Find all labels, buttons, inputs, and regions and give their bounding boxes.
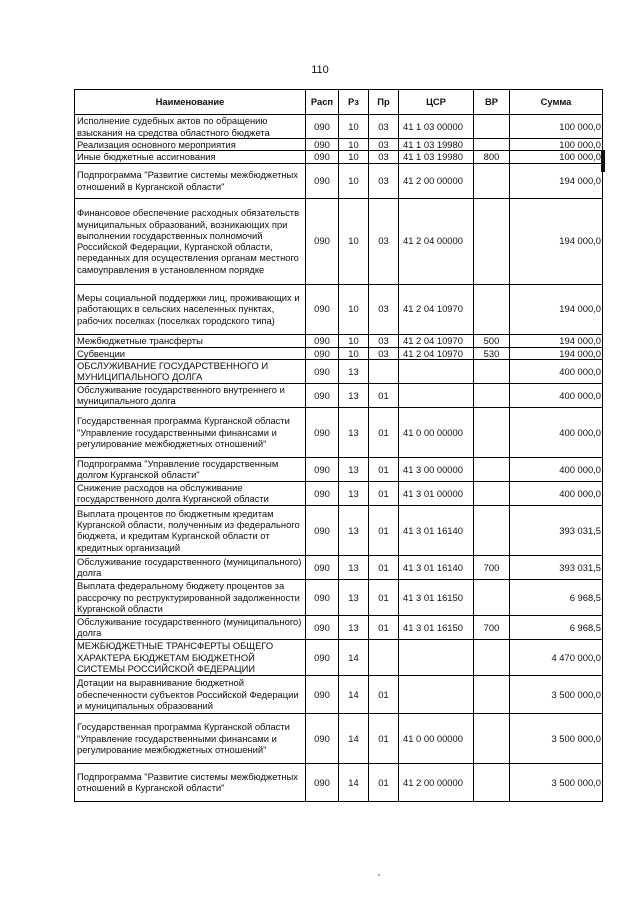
table-row bbox=[75, 407, 603, 457]
cell-csr: 41 1 03 19980 bbox=[399, 139, 474, 151]
table-row bbox=[75, 615, 603, 639]
cell-pr: 03 bbox=[369, 151, 399, 163]
cell-pr: 01 bbox=[369, 615, 399, 639]
cell-rz: 14 bbox=[339, 639, 369, 675]
cell-name: Обслуживание государственного (муниципального) долга bbox=[75, 555, 306, 579]
cell-rz: 13 bbox=[339, 383, 369, 407]
cell-rz: 13 bbox=[339, 505, 369, 555]
cell-name: ОБСЛУЖИВАНИЕ ГОСУДАРСТВЕННОГО И МУНИЦИПАЛЬНОГО ДОЛГА bbox=[75, 359, 306, 383]
cell-csr bbox=[399, 359, 474, 383]
cell-name: Дотации на выравнивание бюджетной обеспеченности субъектов Российской Федерации и муниципальных образований bbox=[75, 675, 306, 713]
cell-csr bbox=[399, 639, 474, 675]
cell-vr bbox=[474, 481, 510, 505]
cell-rasp: 090 bbox=[306, 615, 339, 639]
cell-rasp: 090 bbox=[306, 139, 339, 151]
cell-rz: 13 bbox=[339, 407, 369, 457]
table-row bbox=[75, 457, 603, 481]
cell-vr bbox=[474, 675, 510, 713]
cell-vr bbox=[474, 579, 510, 615]
cell-csr: 41 0 00 00000 bbox=[399, 407, 474, 457]
table-row bbox=[75, 359, 603, 383]
scan-margin-mark bbox=[601, 150, 605, 172]
cell-vr bbox=[474, 359, 510, 383]
cell-vr bbox=[474, 505, 510, 555]
cell-sum: 400 000,0 bbox=[510, 457, 603, 481]
cell-vr: 500 bbox=[474, 334, 510, 347]
cell-name: Государственная программа Курганской области "Управление государственными финансами и регулирование межбюджетных отношений" bbox=[75, 407, 306, 457]
cell-vr bbox=[474, 407, 510, 457]
cell-vr: 700 bbox=[474, 615, 510, 639]
table-row bbox=[75, 163, 603, 198]
cell-sum: 100 000,0 bbox=[510, 139, 603, 151]
cell-pr: 03 bbox=[369, 115, 399, 139]
cell-vr bbox=[474, 713, 510, 763]
cell-vr bbox=[474, 457, 510, 481]
cell-vr bbox=[474, 115, 510, 139]
cell-sum: 400 000,0 bbox=[510, 383, 603, 407]
cell-rasp: 090 bbox=[306, 579, 339, 615]
cell-rasp: 090 bbox=[306, 481, 339, 505]
cell-name: Подпрограмма "Управление государственным долгом Курганской области" bbox=[75, 457, 306, 481]
cell-csr: 41 3 01 16150 bbox=[399, 579, 474, 615]
cell-name: Выплата федеральному бюджету процентов за рассрочку по реструктурированной задолженности Курганской области bbox=[75, 579, 306, 615]
cell-vr bbox=[474, 198, 510, 284]
table-row bbox=[75, 579, 603, 615]
cell-sum: 194 000,0 bbox=[510, 347, 603, 359]
cell-rz: 13 bbox=[339, 359, 369, 383]
cell-pr bbox=[369, 639, 399, 675]
cell-pr: 03 bbox=[369, 163, 399, 198]
cell-csr: 41 2 04 10970 bbox=[399, 347, 474, 359]
cell-vr bbox=[474, 763, 510, 801]
header-pr: Пр bbox=[369, 90, 399, 115]
cell-csr: 41 3 01 16140 bbox=[399, 505, 474, 555]
cell-csr: 41 2 04 10970 bbox=[399, 284, 474, 334]
cell-csr: 41 3 00 00000 bbox=[399, 457, 474, 481]
cell-rasp: 090 bbox=[306, 359, 339, 383]
cell-rasp: 090 bbox=[306, 163, 339, 198]
cell-pr: 01 bbox=[369, 383, 399, 407]
cell-rasp: 090 bbox=[306, 407, 339, 457]
table-row bbox=[75, 713, 603, 763]
cell-rasp: 090 bbox=[306, 334, 339, 347]
cell-rasp: 090 bbox=[306, 151, 339, 163]
cell-vr bbox=[474, 383, 510, 407]
cell-sum: 194 000,0 bbox=[510, 334, 603, 347]
cell-rasp: 090 bbox=[306, 675, 339, 713]
cell-rz: 10 bbox=[339, 151, 369, 163]
cell-name: Выплата процентов по бюджетным кредитам Курганской области, полученным из федерального бюджета, и кредитам Курганской области от кредитных организаций bbox=[75, 505, 306, 555]
cell-sum: 3 500 000,0 bbox=[510, 763, 603, 801]
table-row bbox=[75, 383, 603, 407]
cell-pr: 03 bbox=[369, 347, 399, 359]
cell-sum: 400 000,0 bbox=[510, 359, 603, 383]
cell-name: МЕЖБЮДЖЕТНЫЕ ТРАНСФЕРТЫ ОБЩЕГО ХАРАКТЕРА БЮДЖЕТАМ БЮДЖЕТНОЙ СИСТЕМЫ РОССИЙСКОЙ ФЕДЕРАЦИИ bbox=[75, 639, 306, 675]
table-row bbox=[75, 481, 603, 505]
cell-sum: 4 470 000,0 bbox=[510, 639, 603, 675]
cell-rz: 13 bbox=[339, 615, 369, 639]
cell-rz: 10 bbox=[339, 284, 369, 334]
cell-csr: 41 1 03 19980 bbox=[399, 151, 474, 163]
cell-rz: 14 bbox=[339, 763, 369, 801]
cell-rasp: 090 bbox=[306, 457, 339, 481]
table-row bbox=[75, 115, 603, 139]
cell-csr: 41 2 00 00000 bbox=[399, 763, 474, 801]
cell-rasp: 090 bbox=[306, 713, 339, 763]
table-row bbox=[75, 334, 603, 347]
header-name: Наименование bbox=[75, 90, 306, 115]
header-sum: Сумма bbox=[510, 90, 603, 115]
cell-csr: 41 3 01 16150 bbox=[399, 615, 474, 639]
cell-rasp: 090 bbox=[306, 763, 339, 801]
cell-vr bbox=[474, 639, 510, 675]
cell-pr: 01 bbox=[369, 555, 399, 579]
cell-sum: 400 000,0 bbox=[510, 407, 603, 457]
table-row bbox=[75, 284, 603, 334]
cell-pr: 03 bbox=[369, 334, 399, 347]
cell-rasp: 090 bbox=[306, 198, 339, 284]
page-number: 110 bbox=[311, 64, 329, 76]
table-row bbox=[75, 505, 603, 555]
table-body bbox=[75, 115, 603, 802]
table-row bbox=[75, 763, 603, 801]
cell-name: Обслуживание государственного внутреннего и муниципального долга bbox=[75, 383, 306, 407]
cell-rasp: 090 bbox=[306, 639, 339, 675]
cell-csr: 41 0 00 00000 bbox=[399, 713, 474, 763]
cell-rz: 13 bbox=[339, 481, 369, 505]
cell-pr: 01 bbox=[369, 763, 399, 801]
header-rasp: Расп bbox=[306, 90, 339, 115]
cell-vr bbox=[474, 139, 510, 151]
cell-vr: 700 bbox=[474, 555, 510, 579]
cell-name: Субвенции bbox=[75, 347, 306, 359]
cell-csr: 41 1 03 00000 bbox=[399, 115, 474, 139]
cell-rz: 13 bbox=[339, 579, 369, 615]
table-row bbox=[75, 675, 603, 713]
cell-sum: 393 031,5 bbox=[510, 505, 603, 555]
cell-name: Государственная программа Курганской области "Управление государственными финансами и регулирование межбюджетных отношений" bbox=[75, 713, 306, 763]
cell-rasp: 090 bbox=[306, 284, 339, 334]
table-row bbox=[75, 555, 603, 579]
cell-sum: 400 000,0 bbox=[510, 481, 603, 505]
cell-rz: 10 bbox=[339, 347, 369, 359]
header-rz: Рз bbox=[339, 90, 369, 115]
cell-csr bbox=[399, 383, 474, 407]
cell-sum: 194 000,0 bbox=[510, 284, 603, 334]
scan-speck bbox=[378, 874, 380, 876]
cell-rasp: 090 bbox=[306, 383, 339, 407]
cell-name: Межбюджетные трансферты bbox=[75, 334, 306, 347]
cell-pr: 03 bbox=[369, 284, 399, 334]
cell-pr: 01 bbox=[369, 579, 399, 615]
cell-pr: 01 bbox=[369, 713, 399, 763]
cell-rasp: 090 bbox=[306, 505, 339, 555]
cell-vr: 530 bbox=[474, 347, 510, 359]
cell-csr: 41 2 00 00000 bbox=[399, 163, 474, 198]
cell-rasp: 090 bbox=[306, 555, 339, 579]
table-row bbox=[75, 139, 603, 151]
budget-table bbox=[74, 89, 603, 802]
cell-rz: 10 bbox=[339, 139, 369, 151]
cell-name: Исполнение судебных актов по обращению взыскания на средства областного бюджета bbox=[75, 115, 306, 139]
cell-pr: 03 bbox=[369, 198, 399, 284]
cell-vr: 800 bbox=[474, 151, 510, 163]
table-row bbox=[75, 347, 603, 359]
table-header-row bbox=[75, 90, 603, 115]
cell-sum: 194 000,0 bbox=[510, 163, 603, 198]
cell-rasp: 090 bbox=[306, 115, 339, 139]
cell-name: Снижение расходов на обслуживание государственного долга Курганской области bbox=[75, 481, 306, 505]
cell-name: Подпрограмма "Развитие системы межбюджетных отношений в Курганской области" bbox=[75, 163, 306, 198]
cell-sum: 6 968,5 bbox=[510, 615, 603, 639]
cell-csr bbox=[399, 675, 474, 713]
cell-sum: 393 031,5 bbox=[510, 555, 603, 579]
cell-vr bbox=[474, 163, 510, 198]
cell-pr: 01 bbox=[369, 481, 399, 505]
cell-pr: 01 bbox=[369, 457, 399, 481]
cell-csr: 41 3 01 00000 bbox=[399, 481, 474, 505]
table-row bbox=[75, 198, 603, 284]
cell-sum: 3 500 000,0 bbox=[510, 675, 603, 713]
header-csr: ЦСР bbox=[399, 90, 474, 115]
cell-sum: 194 000,0 bbox=[510, 198, 603, 284]
cell-sum: 100 000,0 bbox=[510, 115, 603, 139]
cell-sum: 3 500 000,0 bbox=[510, 713, 603, 763]
cell-vr bbox=[474, 284, 510, 334]
cell-rz: 10 bbox=[339, 115, 369, 139]
cell-rz: 14 bbox=[339, 713, 369, 763]
cell-name: Обслуживание государственного (муниципального) долга bbox=[75, 615, 306, 639]
table-row bbox=[75, 151, 603, 163]
cell-pr bbox=[369, 359, 399, 383]
cell-name: Подпрограмма "Развитие системы межбюджетных отношений в Курганской области" bbox=[75, 763, 306, 801]
cell-sum: 6 968,5 bbox=[510, 579, 603, 615]
header-vr: ВР bbox=[474, 90, 510, 115]
cell-rasp: 090 bbox=[306, 347, 339, 359]
cell-pr: 03 bbox=[369, 139, 399, 151]
cell-csr: 41 2 04 00000 bbox=[399, 198, 474, 284]
cell-name: Реализация основного мероприятия bbox=[75, 139, 306, 151]
cell-name: Финансовое обеспечение расходных обязательств муниципальных образований, возникающих при выполнении государственных полномочий Российской Федерации, Курганской области, переданных для осуществления органам местного самоуправления в установленном порядке bbox=[75, 198, 306, 284]
cell-sum: 100 000,0 bbox=[510, 151, 603, 163]
cell-csr: 41 3 01 16140 bbox=[399, 555, 474, 579]
cell-rz: 10 bbox=[339, 334, 369, 347]
table-row bbox=[75, 639, 603, 675]
cell-rz: 13 bbox=[339, 457, 369, 481]
cell-rz: 14 bbox=[339, 675, 369, 713]
cell-pr: 01 bbox=[369, 407, 399, 457]
cell-rz: 10 bbox=[339, 163, 369, 198]
cell-pr: 01 bbox=[369, 505, 399, 555]
cell-csr: 41 2 04 10970 bbox=[399, 334, 474, 347]
cell-name: Меры социальной поддержки лиц, проживающих и работающих в сельских населенных пунктах, рабочих поселках (поселках городского типа) bbox=[75, 284, 306, 334]
cell-name: Иные бюджетные ассигнования bbox=[75, 151, 306, 163]
cell-rz: 10 bbox=[339, 198, 369, 284]
cell-rz: 13 bbox=[339, 555, 369, 579]
cell-pr: 01 bbox=[369, 675, 399, 713]
